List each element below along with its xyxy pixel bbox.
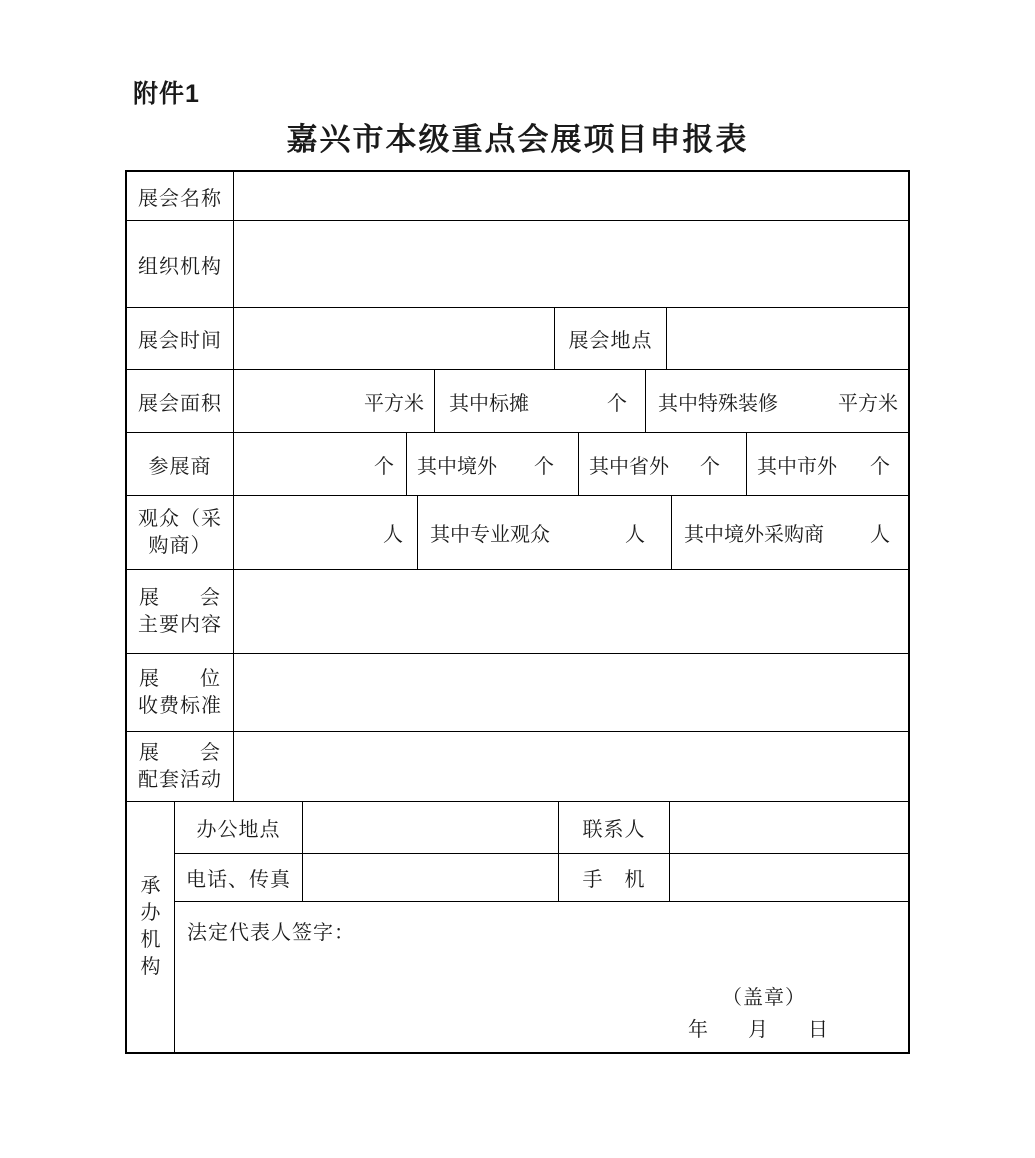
row-organizer xyxy=(127,221,908,308)
visitors-overseas-buyers-unit: 人 xyxy=(870,524,890,546)
exhibitors-city-cell[interactable] xyxy=(747,433,908,495)
contact-person-input-cell[interactable] xyxy=(670,802,908,853)
main-content-input-cell[interactable] xyxy=(234,570,908,653)
side-activities-label-line2: 配套活动 xyxy=(138,768,222,791)
exhibitors-city-label: 其中市外 xyxy=(757,455,837,478)
date-label: 年 月 日 xyxy=(688,1019,828,1041)
signature-area[interactable] xyxy=(175,902,908,1052)
exhibition-name-input-cell[interactable] xyxy=(234,172,908,220)
undertaker-label-char2: 办 xyxy=(140,902,161,924)
exhibitors-overseas-label: 其中境外 xyxy=(417,455,497,478)
undertaker-label-char1: 承 xyxy=(140,875,161,897)
visitors-label-line2: 购商） xyxy=(148,534,212,557)
row-exhibitors xyxy=(127,433,908,496)
organizer-label: 组织机构 xyxy=(127,221,234,307)
side-activities-label-char1: 展 xyxy=(139,741,160,764)
area-booth-label: 其中标摊 xyxy=(449,392,529,415)
area-booth-unit: 个 xyxy=(607,392,627,415)
area-unit: 平方米 xyxy=(364,392,424,415)
row-time-location xyxy=(127,308,908,370)
booth-fee-label xyxy=(127,654,234,731)
organizer-input-cell[interactable] xyxy=(234,221,908,307)
row-main-content xyxy=(127,570,908,654)
row-phone-mobile xyxy=(175,854,908,902)
time-label: 展会时间 xyxy=(127,308,234,369)
attachment-label: 附件1 xyxy=(133,80,200,108)
signature-label: 法定代表人签字： xyxy=(187,922,355,944)
exhibitors-overseas-unit: 个 xyxy=(534,455,554,478)
row-booth-fee xyxy=(127,654,908,732)
exhibitors-province-unit: 个 xyxy=(700,455,720,478)
area-special-label: 其中特殊装修 xyxy=(658,392,778,415)
side-activities-label xyxy=(127,732,234,801)
main-content-label-char2: 会 xyxy=(200,586,221,609)
location-label: 展会地点 xyxy=(555,308,667,369)
page-title: 嘉兴市本级重点会展项目申报表 xyxy=(286,122,749,157)
exhibitors-city-unit: 个 xyxy=(870,455,890,478)
visitors-label-line1: 观众（采 xyxy=(138,507,222,530)
office-location-label: 办公地点 xyxy=(175,802,303,853)
undertaker-label-char4: 构 xyxy=(140,956,161,978)
area-special-unit: 平方米 xyxy=(838,392,898,415)
booth-fee-label-char2: 位 xyxy=(200,667,221,690)
row-signature xyxy=(175,902,908,1052)
contact-person-label: 联系人 xyxy=(559,802,670,853)
undertaker-label xyxy=(127,802,175,1052)
main-content-label-char1: 展 xyxy=(139,586,160,609)
area-booth-cell[interactable] xyxy=(435,370,646,432)
office-location-input-cell[interactable] xyxy=(303,802,559,853)
mobile-input-cell[interactable] xyxy=(670,854,908,901)
exhibitors-province-label: 其中省外 xyxy=(589,455,669,478)
row-undertaker-section xyxy=(127,802,908,1052)
booth-fee-label-line2: 收费标准 xyxy=(138,694,222,717)
phone-fax-input-cell[interactable] xyxy=(303,854,559,901)
booth-fee-input-cell[interactable] xyxy=(234,654,908,731)
application-form-table xyxy=(125,170,910,1054)
visitors-input-cell[interactable] xyxy=(234,496,418,569)
row-visitors xyxy=(127,496,908,570)
undertaker-label-char3: 机 xyxy=(140,929,161,951)
side-activities-input-cell[interactable] xyxy=(234,732,908,801)
exhibitors-overseas-cell[interactable] xyxy=(407,433,579,495)
exhibitors-input-cell[interactable] xyxy=(234,433,407,495)
main-content-label-line2: 主要内容 xyxy=(138,613,222,636)
visitors-overseas-buyers-cell[interactable] xyxy=(672,496,908,569)
location-input-cell[interactable] xyxy=(667,308,908,369)
booth-fee-label-char1: 展 xyxy=(139,667,160,690)
row-side-activities xyxy=(127,732,908,802)
area-label: 展会面积 xyxy=(127,370,234,432)
exhibitors-unit: 个 xyxy=(374,455,394,478)
row-office-contact xyxy=(175,802,908,854)
visitors-label xyxy=(127,496,234,569)
row-exhibition-name xyxy=(127,172,908,221)
visitors-unit: 人 xyxy=(383,524,403,546)
main-content-label xyxy=(127,570,234,653)
seal-label: （盖章） xyxy=(722,987,806,1009)
side-activities-label-char2: 会 xyxy=(200,741,221,764)
undertaker-inner-grid xyxy=(175,802,908,1052)
exhibitors-label: 参展商 xyxy=(127,433,234,495)
visitors-professional-cell[interactable] xyxy=(418,496,672,569)
row-area xyxy=(127,370,908,433)
visitors-professional-unit: 人 xyxy=(625,524,645,546)
phone-fax-label: 电话、传真 xyxy=(175,854,303,901)
area-special-cell[interactable] xyxy=(646,370,908,432)
mobile-label: 手 机 xyxy=(559,854,670,901)
time-input-cell[interactable] xyxy=(234,308,555,369)
visitors-overseas-buyers-label: 其中境外采购商 xyxy=(684,524,824,546)
visitors-professional-label: 其中专业观众 xyxy=(430,524,550,546)
exhibition-name-label: 展会名称 xyxy=(127,172,234,220)
exhibitors-province-cell[interactable] xyxy=(579,433,747,495)
area-input-cell[interactable] xyxy=(234,370,435,432)
